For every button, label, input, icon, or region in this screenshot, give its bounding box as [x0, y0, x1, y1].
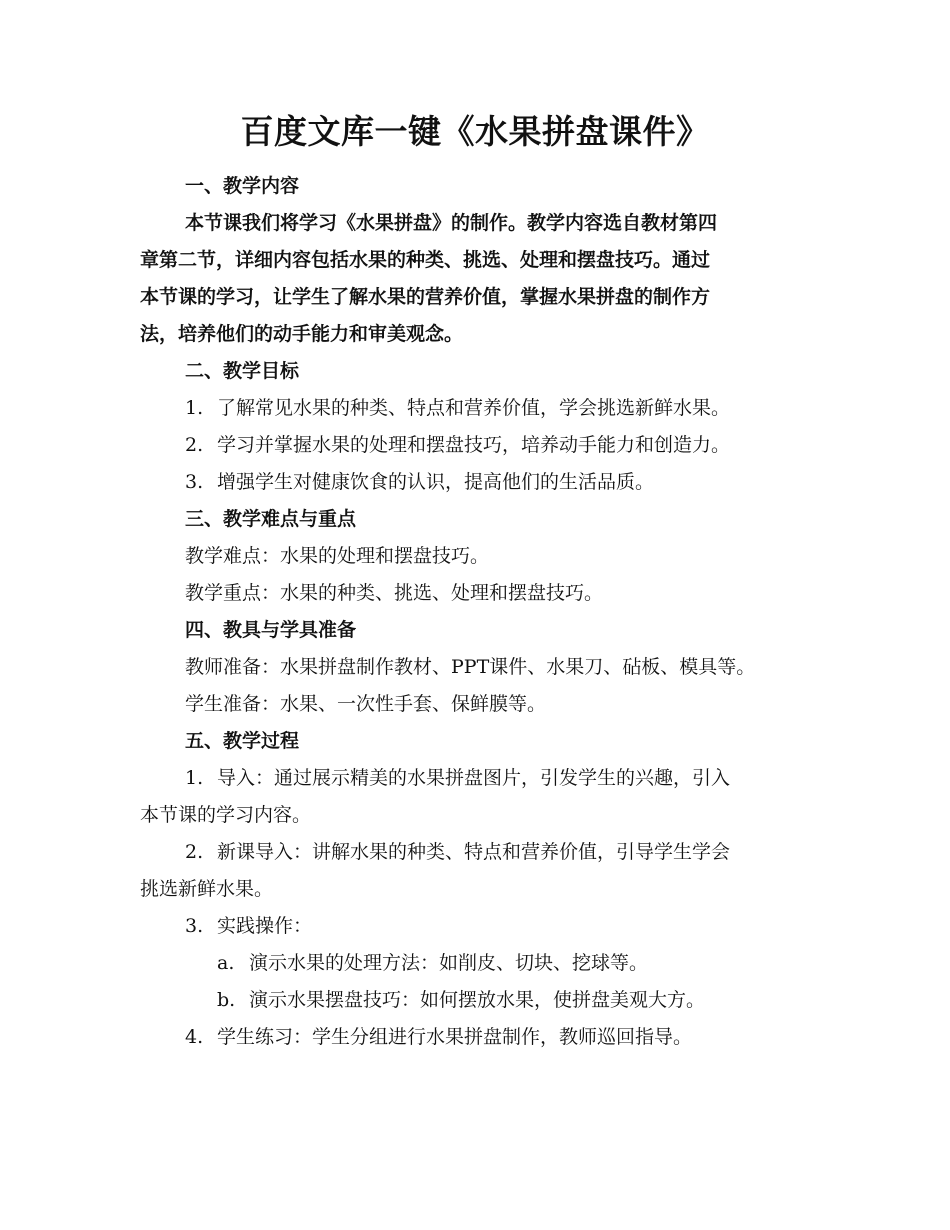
step-text: 新课导入：讲解水果的种类、特点和营养价值，引导学生学会 [217, 841, 731, 863]
step-number: 4. [185, 1026, 204, 1048]
step-number: 2. [185, 841, 204, 863]
step-text: 导入：通过展示精美的水果拼盘图片，引发学生的兴趣，引入 [217, 767, 731, 789]
document-title: 百度文库一键《水果拼盘课件》 [240, 112, 710, 151]
list-item [185, 393, 730, 423]
list-item [185, 430, 730, 460]
step-item [185, 837, 730, 867]
section-heading-content: 一、教学内容 [185, 175, 300, 197]
text-line: 教学难点：水果的处理和摆盘技巧。 [185, 545, 490, 567]
list-text: 了解常见水果的种类、特点和营养价值，学会挑选新鲜水果。 [217, 397, 731, 419]
list-text: 增强学生对健康饮食的认识，提高他们的生活品质。 [217, 471, 655, 493]
section-heading-objectives: 二、教学目标 [185, 360, 300, 382]
sub-step-letter: a. [217, 952, 235, 974]
text-line: 教师准备：水果拼盘制作教材、PPT课件、水果刀、砧板、模具等。 [185, 656, 756, 678]
list-item [185, 467, 654, 497]
step-text: 学生练习：学生分组进行水果拼盘制作，教师巡回指导。 [217, 1026, 693, 1048]
step-item [185, 763, 730, 793]
sub-step-item [217, 985, 705, 1015]
step-text: 实践操作： [217, 915, 313, 937]
text-line: 学生准备：水果、一次性手套、保鲜膜等。 [185, 693, 547, 715]
step-item [185, 1022, 692, 1052]
text-line: 教学重点：水果的种类、挑选、处理和摆盘技巧。 [185, 582, 604, 604]
section-heading-process: 五、教学过程 [185, 730, 300, 752]
sub-step-text: 演示水果摆盘技巧：如何摆放水果，使拼盘美观大方。 [249, 989, 706, 1011]
sub-step-item [217, 948, 648, 978]
section-heading-materials: 四、教具与学具准备 [185, 619, 357, 641]
sub-step-letter: b. [217, 989, 236, 1011]
step-number: 1. [185, 767, 204, 789]
paragraph-line: 本节课我们将学习《水果拼盘》的制作。教学内容选自教材第四 [185, 212, 718, 234]
paragraph-line: 本节课的学习，让学生了解水果的营养价值，掌握水果拼盘的制作方 [140, 286, 711, 308]
list-text: 学习并掌握水果的处理和摆盘技巧，培养动手能力和创造力。 [217, 434, 731, 456]
step-continuation: 本节课的学习内容。 [140, 804, 312, 826]
list-number: 1. [185, 397, 204, 419]
paragraph-line: 法，培养他们的动手能力和审美观念。 [140, 323, 464, 345]
step-item [185, 911, 312, 941]
list-number: 2. [185, 434, 204, 456]
step-number: 3. [185, 915, 204, 937]
paragraph-line: 章第二节，详细内容包括水果的种类、挑选、处理和摆盘技巧。通过 [140, 249, 711, 271]
step-continuation: 挑选新鲜水果。 [140, 878, 274, 900]
list-number: 3. [185, 471, 204, 493]
sub-step-text: 演示水果的处理方法：如削皮、切块、挖球等。 [249, 952, 649, 974]
section-heading-key-points: 三、教学难点与重点 [185, 508, 357, 530]
